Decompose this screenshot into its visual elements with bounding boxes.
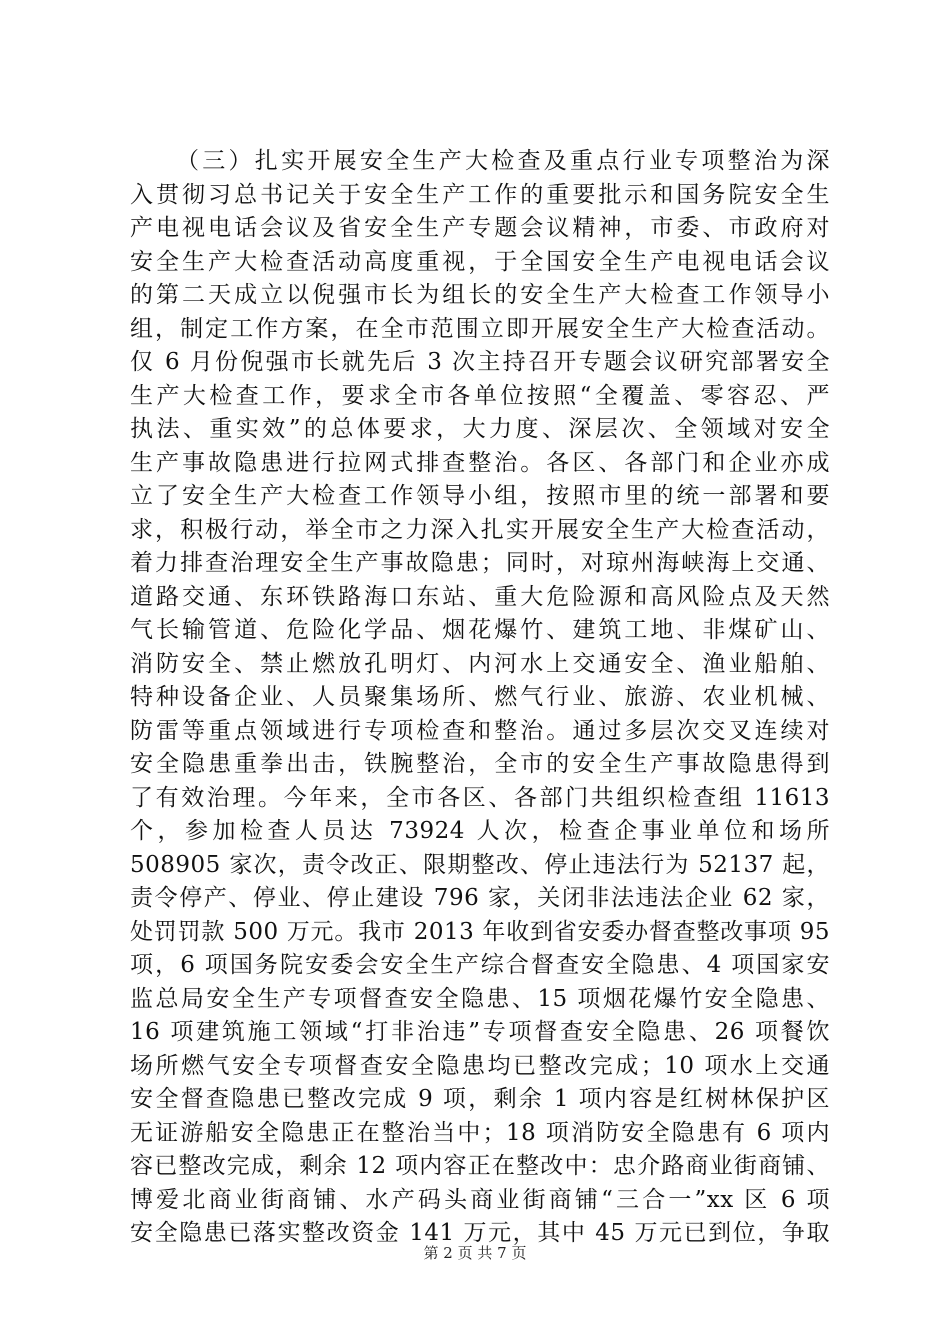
text-line: 特种设备企业、人员聚集场所、燃气行业、旅游、农业机械、: [130, 684, 830, 710]
text-line: 博爱北商业街商铺、水产码头商业街商铺“三合一”xx 区 6 项: [130, 1186, 830, 1213]
text-line: 生产大检查工作，要求全市各单位按照“全覆盖、零容忍、严: [130, 382, 830, 409]
text-line: 立了安全生产大检查工作领导小组，按照市里的统一部署和要: [130, 483, 830, 509]
text-line: 着力排查治理安全生产事故隐患；同时，对琼州海峡海上交通、: [130, 550, 830, 576]
text-line: 项，6 项国务院安委会安全生产综合督查安全隐患、4 项国家安: [130, 952, 830, 978]
text-line: 安全督查隐患已整改完成 9 项，剩余 1 项内容是红树林保护区: [130, 1086, 830, 1112]
text-line: 个，参加检查人员达 73924 人次，检查企事业单位和场所: [130, 818, 830, 844]
text-line: 了有效治理。今年来，全市各区、各部门共组织检查组 11613: [130, 784, 830, 811]
text-line: 求，积极行动，举全市之力深入扎实开展安全生产大检查活动，: [130, 516, 830, 543]
text-line: 入贯彻习总书记关于安全生产工作的重要批示和国务院安全生: [130, 181, 830, 208]
text-line: 场所燃气安全专项督查安全隐患均已整改完成；10 项水上交通: [130, 1052, 830, 1079]
text-line: 组，制定工作方案，在全市范围立即开展安全生产大检查活动。: [130, 315, 830, 342]
text-line: 安全隐患已落实整改资金 141 万元，其中 45 万元已到位，争取: [130, 1220, 830, 1246]
text-line: 16 项建筑施工领域“打非治违”专项督查安全隐患、26 项餐饮: [130, 1019, 831, 1045]
text-line: 产电视电话会议及省安全生产专题会议精神，市委、市政府对: [130, 215, 830, 241]
text-line: 防雷等重点领域进行专项检查和整治。通过多层次交叉连续对: [130, 717, 830, 744]
text-line: 处罚罚款 500 万元。我市 2013 年收到省安委办督查整改事项 95: [130, 918, 830, 945]
text-line: 责令停产、停业、停止建设 796 家，关闭非法违法企业 62 家，: [130, 885, 830, 911]
text-line: 生产事故隐患进行拉网式排查整治。各区、各部门和企业亦成: [130, 449, 830, 476]
text-line: （三）扎实开展安全生产大检查及重点行业专项整治为深: [176, 148, 830, 174]
text-line: 安全隐患重拳出击，铁腕整治，全市的安全生产事故隐患得到: [130, 751, 830, 777]
text-line: 道路交通、东环铁路海口东站、重大危险源和高风险点及天然: [130, 583, 830, 610]
text-line: 仅 6 月份倪强市长就先后 3 次主持召开专题会议研究部署安全: [130, 349, 830, 375]
text-line: 无证游船安全隐患正在整治当中；18 项消防安全隐患有 6 项内: [130, 1119, 830, 1146]
text-line: 安全生产大检查活动高度重视，于全国安全生产电视电话会议: [130, 248, 830, 275]
text-line: 消防安全、禁止燃放孔明灯、内河水上交通安全、渔业船舶、: [130, 650, 830, 677]
text-line: 气长输管道、危险化学品、烟花爆竹、建筑工地、非煤矿山、: [130, 617, 830, 643]
text-line: 的第二天成立以倪强市长为组长的安全生产大检查工作领导小: [130, 282, 830, 308]
page-footer: [0, 1243, 950, 1263]
body-paragraph: [130, 145, 830, 1251]
text-line: 监总局安全生产专项督查安全隐患、15 项烟花爆竹安全隐患、: [130, 985, 830, 1012]
text-line: 执法、重实效”的总体要求，大力度、深层次、全领域对安全: [130, 416, 830, 442]
page-number: 第 2 页 共 7 页: [423, 1244, 527, 1262]
text-line: 容已整改完成，剩余 12 项内容正在整改中：忠介路商业街商铺、: [130, 1153, 830, 1179]
text-line: 508905 家次，责令改正、限期整改、停止违法行为 52137 起，: [130, 851, 830, 878]
